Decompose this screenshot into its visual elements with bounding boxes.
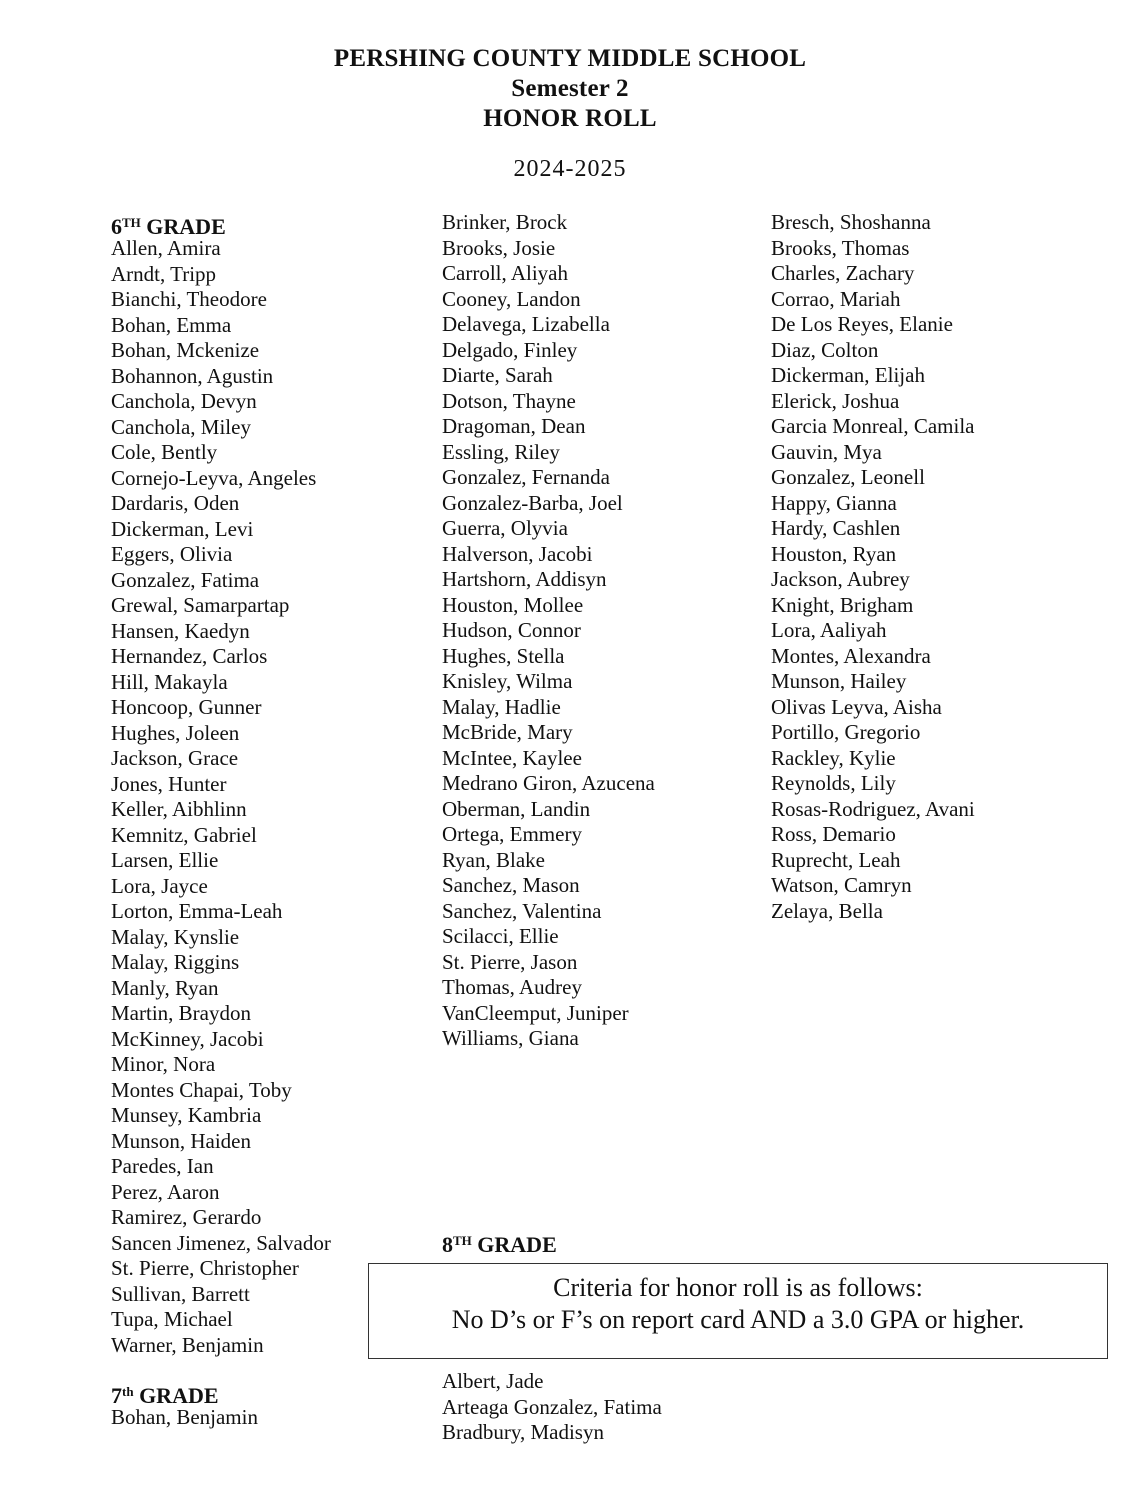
grade-7-student-name: Carroll, Aliyah bbox=[442, 261, 568, 285]
grade-6-student-name: Canchola, Miley bbox=[111, 414, 251, 439]
grade-7-student-name: Hudson, Connor bbox=[442, 618, 581, 642]
grade-7-student-name: Diarte, Sarah bbox=[442, 363, 553, 387]
grade-6-student-name: Ramirez, Gerardo bbox=[111, 1205, 262, 1229]
grade-8-list-col3 bbox=[771, 210, 975, 924]
grade-7-student-name: Delgado, Finley bbox=[442, 337, 578, 362]
grade-8-student-name: Gauvin, Mya bbox=[771, 439, 882, 464]
grade-6-student-name: Perez, Aaron bbox=[111, 1179, 220, 1204]
grade-7-student-name: McBride, Mary bbox=[442, 720, 573, 744]
grade-8-student-name: Ruprecht, Leah bbox=[771, 847, 901, 872]
grade-6-student-name: Larsen, Ellie bbox=[111, 848, 219, 872]
grade-7-student-name: Essling, Riley bbox=[442, 439, 560, 464]
grade-6-student-name: Grewal, Samarpartap bbox=[111, 593, 290, 617]
grade-7-student-name: Cooney, Landon bbox=[442, 286, 581, 311]
grade-8-student-name: Rosas-Rodriguez, Avani bbox=[771, 796, 975, 821]
grade-8-student-name: Zelaya, Bella bbox=[771, 898, 883, 923]
grade-8-student-name: Happy, Gianna bbox=[771, 490, 897, 515]
grade-8-student-name: Olivas Leyva, Aisha bbox=[771, 694, 942, 719]
grade-6-student-name: Munsey, Kambria bbox=[111, 1103, 262, 1127]
grade-8-student-name: Portillo, Gregorio bbox=[771, 720, 921, 744]
grade-8-student-name: Diaz, Colton bbox=[771, 337, 879, 362]
grade-8-student-name: Brooks, Thomas bbox=[771, 235, 910, 260]
grade-7-number: 7 bbox=[111, 1383, 122, 1408]
grade-6-student-name: Arndt, Tripp bbox=[111, 261, 217, 286]
grade-8-student-name: Lora, Aaliyah bbox=[771, 618, 887, 642]
grade-7-student-name: Malay, Hadlie bbox=[442, 694, 561, 719]
grade-8-student-name: Corrao, Mariah bbox=[771, 286, 901, 311]
grade-6-student-name: Hughes, Joleen bbox=[111, 720, 240, 745]
grade-6-number: 6 bbox=[111, 214, 122, 239]
school-year: 2024-2025 bbox=[513, 156, 627, 182]
grade-6-student-name: Munson, Haiden bbox=[111, 1128, 251, 1153]
grade-7-student-name: Guerra, Olyvia bbox=[442, 516, 568, 540]
grade-8-student-name: Munson, Hailey bbox=[771, 669, 907, 693]
grade-6-student-name: McKinney, Jacobi bbox=[111, 1026, 264, 1051]
grade-7-student-name: Scilacci, Ellie bbox=[442, 924, 559, 948]
grade-8-student-name: Albert, Jade bbox=[442, 1369, 544, 1393]
grade-8-student-name: Knight, Brigham bbox=[771, 592, 914, 617]
grade-7-student-name: Knisley, Wilma bbox=[442, 669, 573, 693]
grade-8-student-name: Arteaga Gonzalez, Fatima bbox=[442, 1394, 662, 1419]
grade-6-student-name: Canchola, Devyn bbox=[111, 389, 257, 413]
grade-7-student-name: McIntee, Kaylee bbox=[442, 745, 582, 770]
grade-8-student-name: Elerick, Joshua bbox=[771, 388, 900, 413]
grade-8-student-name: Jackson, Aubrey bbox=[771, 567, 910, 591]
grade-6-student-name: Hansen, Kaedyn bbox=[111, 618, 250, 643]
grade-7-student-name: Hughes, Stella bbox=[442, 643, 565, 668]
grade-8-student-name: Gonzalez, Leonell bbox=[771, 465, 925, 489]
grade-6-student-name: Honcoop, Gunner bbox=[111, 695, 262, 719]
grade-7-student-name: Thomas, Audrey bbox=[442, 975, 582, 999]
grade-7-student-name: Gonzalez, Fernanda bbox=[442, 465, 610, 489]
criteria-line-1: Criteria for honor roll is as follows: bbox=[553, 1273, 923, 1302]
grade-7-student-name: Ortega, Emmery bbox=[442, 822, 582, 846]
honor-roll-title: HONOR ROLL bbox=[483, 105, 657, 132]
grade-8-student-name: Hardy, Cashlen bbox=[771, 516, 901, 540]
grade-7-student-name: Dotson, Thayne bbox=[442, 388, 576, 413]
grade-7-student-name: Oberman, Landin bbox=[442, 796, 591, 821]
grade-8-student-name: Bresch, Shoshanna bbox=[771, 210, 931, 234]
grade-8-student-name: Dickerman, Elijah bbox=[771, 363, 925, 387]
grade-6-student-name: Bianchi, Theodore bbox=[111, 287, 267, 311]
grade-8-student-name: Houston, Ryan bbox=[771, 541, 897, 566]
grade-6-student-name: Sancen Jimenez, Salvador bbox=[111, 1230, 331, 1255]
criteria-line-2: No D’s or F’s on report card AND a 3.0 GPA or higher. bbox=[451, 1305, 1025, 1334]
grade-6-student-name: Malay, Kynslie bbox=[111, 924, 240, 949]
grade-6-student-name: Jackson, Grace bbox=[111, 746, 239, 770]
grade-8-student-name: De Los Reyes, Elanie bbox=[771, 312, 953, 336]
grade-8-heading bbox=[442, 1228, 557, 1258]
grade-6-student-name: Dardaris, Oden bbox=[111, 491, 240, 515]
grade-7-suffix: th bbox=[122, 1384, 134, 1399]
grade-7-student-name: Ryan, Blake bbox=[442, 847, 545, 872]
grade-6-student-name: Manly, Ryan bbox=[111, 975, 219, 1000]
grade-7-student-name: Dragoman, Dean bbox=[442, 414, 586, 438]
grade-6-student-name: Martin, Braydon bbox=[111, 1001, 251, 1025]
document-header bbox=[0, 44, 1140, 134]
grade-8-label: GRADE bbox=[477, 1232, 557, 1257]
grade-6-student-name: Kemnitz, Gabriel bbox=[111, 822, 257, 847]
grade-7-student-name: St. Pierre, Jason bbox=[442, 949, 578, 974]
grade-6-student-name: Allen, Amira bbox=[111, 236, 221, 260]
grade-6-student-name: Malay, Riggins bbox=[111, 950, 240, 974]
grade-6-student-name: Jones, Hunter bbox=[111, 771, 227, 796]
grade-6-student-name: St. Pierre, Christopher bbox=[111, 1256, 299, 1280]
grade-6-student-name: Tupa, Michael bbox=[111, 1307, 233, 1331]
grade-7-list-col1 bbox=[111, 1405, 258, 1431]
grade-6-student-name: Lora, Jayce bbox=[111, 873, 208, 898]
grade-8-student-name: Ross, Demario bbox=[771, 822, 896, 846]
school-name: PERSHING COUNTY MIDDLE SCHOOL bbox=[333, 45, 807, 72]
grade-7-label: GRADE bbox=[139, 1383, 219, 1408]
grade-6-student-name: Paredes, Ian bbox=[111, 1154, 214, 1178]
grade-8-student-name: Rackley, Kylie bbox=[771, 745, 896, 770]
grade-7-student-name: Bohan, Benjamin bbox=[111, 1405, 258, 1429]
grade-6-student-name: Gonzalez, Fatima bbox=[111, 567, 260, 592]
grade-6-suffix: TH bbox=[122, 215, 141, 230]
grade-7-student-name: Sanchez, Mason bbox=[442, 873, 580, 897]
grade-7-student-name: Houston, Mollee bbox=[442, 592, 584, 617]
semester-label: Semester 2 bbox=[511, 75, 629, 102]
grade-7-student-name: Brinker, Brock bbox=[442, 210, 568, 234]
grade-8-suffix: TH bbox=[453, 1233, 472, 1248]
grade-7-student-name: Williams, Giana bbox=[442, 1026, 579, 1050]
grade-6-student-name: Cole, Bently bbox=[111, 440, 218, 464]
grade-7-list-col2 bbox=[442, 210, 655, 1052]
grade-6-student-name: Hernandez, Carlos bbox=[111, 644, 268, 668]
grade-6-student-name: Bohan, Mckenize bbox=[111, 338, 260, 362]
grade-6-label: GRADE bbox=[146, 214, 226, 239]
grade-6-student-name: Sullivan, Barrett bbox=[111, 1281, 250, 1306]
grade-8-student-name: Watson, Camryn bbox=[771, 873, 912, 897]
grade-8-list-col2 bbox=[442, 1369, 662, 1446]
grade-6-student-name: Bohannon, Agustin bbox=[111, 363, 274, 388]
grade-7-student-name: Gonzalez-Barba, Joel bbox=[442, 490, 623, 515]
grade-8-student-name: Bradbury, Madisyn bbox=[442, 1420, 604, 1444]
grade-8-number: 8 bbox=[442, 1232, 453, 1257]
grade-8-student-name: Charles, Zachary bbox=[771, 261, 915, 285]
criteria-box bbox=[368, 1263, 1108, 1359]
grade-6-student-name: Dickerman, Levi bbox=[111, 516, 254, 541]
grade-7-student-name: Hartshorn, Addisyn bbox=[442, 567, 607, 591]
grade-8-student-name: Montes, Alexandra bbox=[771, 643, 931, 668]
grade-6-student-name: Lorton, Emma-Leah bbox=[111, 899, 283, 923]
grade-6-student-name: Montes Chapai, Toby bbox=[111, 1077, 292, 1102]
grade-6-student-name: Warner, Benjamin bbox=[111, 1332, 264, 1357]
grade-6-student-name: Cornejo-Leyva, Angeles bbox=[111, 465, 317, 490]
grade-6-student-name: Eggers, Olivia bbox=[111, 542, 233, 566]
grade-6-student-name: Keller, Aibhlinn bbox=[111, 797, 247, 821]
grade-7-student-name: Halverson, Jacobi bbox=[442, 541, 593, 566]
grade-8-student-name: Reynolds, Lily bbox=[771, 771, 896, 795]
grade-7-student-name: Brooks, Josie bbox=[442, 235, 556, 260]
grade-6-student-name: Hill, Makayla bbox=[111, 669, 228, 694]
grade-6-student-name: Minor, Nora bbox=[111, 1052, 216, 1076]
grade-7-student-name: VanCleemput, Juniper bbox=[442, 1000, 629, 1025]
grade-8-student-name: Garcia Monreal, Camila bbox=[771, 414, 975, 438]
grade-6-student-name: Bohan, Emma bbox=[111, 312, 232, 337]
grade-7-student-name: Delavega, Lizabella bbox=[442, 312, 610, 336]
grade-6-list bbox=[111, 236, 331, 1358]
grade-7-student-name: Medrano Giron, Azucena bbox=[442, 771, 655, 795]
grade-7-student-name: Sanchez, Valentina bbox=[442, 898, 602, 923]
